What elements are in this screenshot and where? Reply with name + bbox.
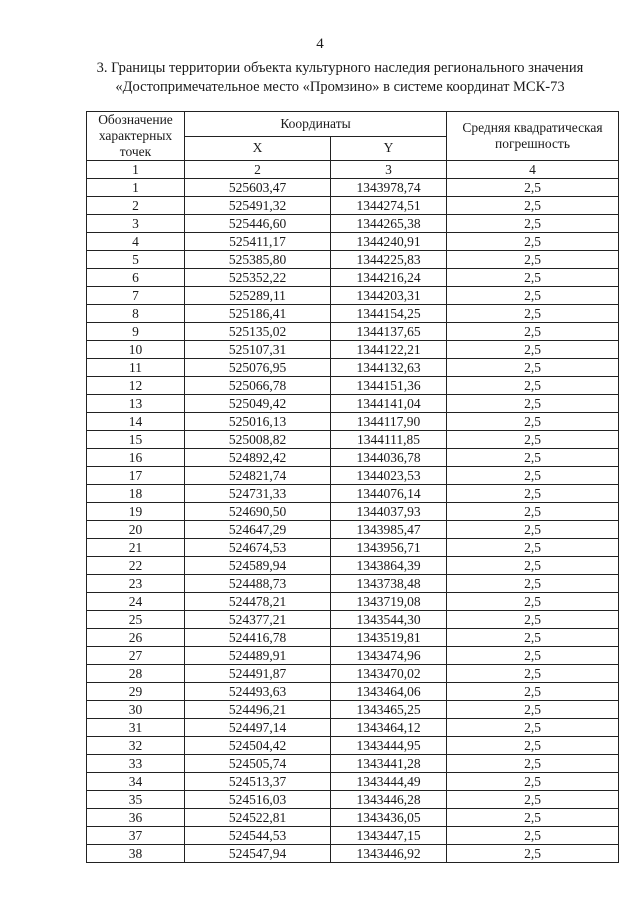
table-row (87, 341, 619, 359)
y-coordinate: 1344132,63 (331, 359, 447, 377)
y-coordinate: 1344023,53 (331, 467, 447, 485)
point-number: 25 (87, 611, 185, 629)
mean-square-error: 2,5 (447, 611, 619, 629)
mean-square-error: 2,5 (447, 287, 619, 305)
y-coordinate: 1343474,96 (331, 647, 447, 665)
point-number: 13 (87, 395, 185, 413)
x-coordinate: 524544,53 (185, 827, 331, 845)
mean-square-error: 2,5 (447, 323, 619, 341)
mean-square-error: 2,5 (447, 737, 619, 755)
point-number: 10 (87, 341, 185, 359)
mean-square-error: 2,5 (447, 377, 619, 395)
mean-square-error: 2,5 (447, 503, 619, 521)
table-row (87, 539, 619, 557)
y-coordinate: 1343738,48 (331, 575, 447, 593)
y-coordinate: 1344036,78 (331, 449, 447, 467)
y-coordinate: 1344076,14 (331, 485, 447, 503)
column-number: 3 (331, 161, 447, 179)
y-coordinate: 1343444,49 (331, 773, 447, 791)
table-row (87, 467, 619, 485)
x-coordinate: 525352,22 (185, 269, 331, 287)
y-coordinate: 1343436,05 (331, 809, 447, 827)
mean-square-error: 2,5 (447, 179, 619, 197)
point-number: 11 (87, 359, 185, 377)
mean-square-error: 2,5 (447, 467, 619, 485)
table-row (87, 701, 619, 719)
mean-square-error: 2,5 (447, 269, 619, 287)
table-row (87, 809, 619, 827)
y-coordinate: 1344203,31 (331, 287, 447, 305)
x-coordinate: 525107,31 (185, 341, 331, 359)
table-row (87, 395, 619, 413)
table-row (87, 791, 619, 809)
table-row (87, 629, 619, 647)
point-number: 27 (87, 647, 185, 665)
y-coordinate: 1344117,90 (331, 413, 447, 431)
point-number: 20 (87, 521, 185, 539)
y-coordinate: 1343465,25 (331, 701, 447, 719)
mean-square-error: 2,5 (447, 629, 619, 647)
x-coordinate: 525491,32 (185, 197, 331, 215)
x-coordinate: 524731,33 (185, 485, 331, 503)
table-row (87, 503, 619, 521)
x-coordinate: 525049,42 (185, 395, 331, 413)
x-coordinate: 524504,42 (185, 737, 331, 755)
mean-square-error: 2,5 (447, 755, 619, 773)
mean-square-error: 2,5 (447, 215, 619, 233)
table-row (87, 431, 619, 449)
x-coordinate: 525603,47 (185, 179, 331, 197)
point-number: 32 (87, 737, 185, 755)
x-coordinate: 524892,42 (185, 449, 331, 467)
point-number: 29 (87, 683, 185, 701)
point-number: 31 (87, 719, 185, 737)
table-row (87, 251, 619, 269)
x-coordinate: 524647,29 (185, 521, 331, 539)
point-number: 38 (87, 845, 185, 863)
point-number: 16 (87, 449, 185, 467)
header-y: Y (331, 136, 447, 161)
y-coordinate: 1343978,74 (331, 179, 447, 197)
x-coordinate: 525289,11 (185, 287, 331, 305)
table-row (87, 323, 619, 341)
table-row (87, 845, 619, 863)
mean-square-error: 2,5 (447, 431, 619, 449)
table-row (87, 179, 619, 197)
x-coordinate: 525411,17 (185, 233, 331, 251)
y-coordinate: 1344111,85 (331, 431, 447, 449)
table-row (87, 773, 619, 791)
x-coordinate: 524516,03 (185, 791, 331, 809)
y-coordinate: 1344216,24 (331, 269, 447, 287)
x-coordinate: 525385,80 (185, 251, 331, 269)
x-coordinate: 524522,81 (185, 809, 331, 827)
point-number: 18 (87, 485, 185, 503)
column-number: 4 (447, 161, 619, 179)
point-number: 6 (87, 269, 185, 287)
mean-square-error: 2,5 (447, 647, 619, 665)
x-coordinate: 525016,13 (185, 413, 331, 431)
column-numbers-row (87, 161, 619, 179)
point-number: 17 (87, 467, 185, 485)
y-coordinate: 1344240,91 (331, 233, 447, 251)
table-body (87, 179, 619, 863)
header-x: X (185, 136, 331, 161)
table-row (87, 719, 619, 737)
point-number: 33 (87, 755, 185, 773)
x-coordinate: 525066,78 (185, 377, 331, 395)
table-row (87, 647, 619, 665)
table-row (87, 359, 619, 377)
y-coordinate: 1343447,15 (331, 827, 447, 845)
x-coordinate: 524491,87 (185, 665, 331, 683)
mean-square-error: 2,5 (447, 791, 619, 809)
x-coordinate: 524488,73 (185, 575, 331, 593)
table-row (87, 233, 619, 251)
point-number: 19 (87, 503, 185, 521)
y-coordinate: 1344274,51 (331, 197, 447, 215)
point-number: 1 (87, 179, 185, 197)
x-coordinate: 524377,21 (185, 611, 331, 629)
point-number: 36 (87, 809, 185, 827)
x-coordinate: 524821,74 (185, 467, 331, 485)
x-coordinate: 524674,53 (185, 539, 331, 557)
column-number: 2 (185, 161, 331, 179)
table-row (87, 449, 619, 467)
y-coordinate: 1343519,81 (331, 629, 447, 647)
mean-square-error: 2,5 (447, 809, 619, 827)
mean-square-error: 2,5 (447, 359, 619, 377)
point-number: 35 (87, 791, 185, 809)
y-coordinate: 1343985,47 (331, 521, 447, 539)
y-coordinate: 1343464,06 (331, 683, 447, 701)
y-coordinate: 1343719,08 (331, 593, 447, 611)
header-points: Обозначение характерных точек (87, 112, 185, 161)
y-coordinate: 1343470,02 (331, 665, 447, 683)
x-coordinate: 524497,14 (185, 719, 331, 737)
y-coordinate: 1343544,30 (331, 611, 447, 629)
x-coordinate: 524547,94 (185, 845, 331, 863)
table-row (87, 197, 619, 215)
table-row (87, 485, 619, 503)
table-row (87, 287, 619, 305)
column-number: 1 (87, 161, 185, 179)
mean-square-error: 2,5 (447, 341, 619, 359)
y-coordinate: 1344141,04 (331, 395, 447, 413)
x-coordinate: 524489,91 (185, 647, 331, 665)
table-row (87, 269, 619, 287)
point-number: 14 (87, 413, 185, 431)
mean-square-error: 2,5 (447, 701, 619, 719)
point-number: 12 (87, 377, 185, 395)
table-row (87, 737, 619, 755)
mean-square-error: 2,5 (447, 683, 619, 701)
mean-square-error: 2,5 (447, 773, 619, 791)
mean-square-error: 2,5 (447, 665, 619, 683)
point-number: 26 (87, 629, 185, 647)
point-number: 7 (87, 287, 185, 305)
point-number: 37 (87, 827, 185, 845)
x-coordinate: 525446,60 (185, 215, 331, 233)
point-number: 4 (87, 233, 185, 251)
point-number: 8 (87, 305, 185, 323)
table-row (87, 215, 619, 233)
mean-square-error: 2,5 (447, 413, 619, 431)
y-coordinate: 1344265,38 (331, 215, 447, 233)
x-coordinate: 525008,82 (185, 431, 331, 449)
point-number: 34 (87, 773, 185, 791)
y-coordinate: 1343446,28 (331, 791, 447, 809)
mean-square-error: 2,5 (447, 521, 619, 539)
mean-square-error: 2,5 (447, 719, 619, 737)
coordinates-table (86, 111, 619, 863)
x-coordinate: 525135,02 (185, 323, 331, 341)
point-number: 28 (87, 665, 185, 683)
x-coordinate: 524496,21 (185, 701, 331, 719)
heading-line-2: «Достопримечательное место «Промзино» в системе координат МСК-73 (115, 79, 565, 95)
x-coordinate: 524478,21 (185, 593, 331, 611)
table-row (87, 413, 619, 431)
point-number: 15 (87, 431, 185, 449)
mean-square-error: 2,5 (447, 449, 619, 467)
point-number: 3 (87, 215, 185, 233)
table-row (87, 305, 619, 323)
x-coordinate: 524513,37 (185, 773, 331, 791)
heading-line-1: 3. Границы территории объекта культурного наследия регионального значения (96, 60, 584, 76)
mean-square-error: 2,5 (447, 197, 619, 215)
x-coordinate: 524589,94 (185, 557, 331, 575)
mean-square-error: 2,5 (447, 233, 619, 251)
y-coordinate: 1343444,95 (331, 737, 447, 755)
x-coordinate: 525076,95 (185, 359, 331, 377)
x-coordinate: 524690,50 (185, 503, 331, 521)
table-row (87, 611, 619, 629)
y-coordinate: 1344225,83 (331, 251, 447, 269)
page-number: 4 (316, 36, 324, 52)
y-coordinate: 1343956,71 (331, 539, 447, 557)
table-row (87, 377, 619, 395)
x-coordinate: 525186,41 (185, 305, 331, 323)
point-number: 5 (87, 251, 185, 269)
y-coordinate: 1343446,92 (331, 845, 447, 863)
mean-square-error: 2,5 (447, 845, 619, 863)
point-number: 2 (87, 197, 185, 215)
x-coordinate: 524505,74 (185, 755, 331, 773)
mean-square-error: 2,5 (447, 305, 619, 323)
table-row (87, 827, 619, 845)
y-coordinate: 1344151,36 (331, 377, 447, 395)
table-row (87, 575, 619, 593)
point-number: 23 (87, 575, 185, 593)
table-row (87, 755, 619, 773)
header-coordinates: Координаты (185, 112, 447, 137)
mean-square-error: 2,5 (447, 557, 619, 575)
table-row (87, 665, 619, 683)
point-number: 21 (87, 539, 185, 557)
y-coordinate: 1344037,93 (331, 503, 447, 521)
y-coordinate: 1343441,28 (331, 755, 447, 773)
point-number: 9 (87, 323, 185, 341)
table-row (87, 557, 619, 575)
table-row (87, 521, 619, 539)
mean-square-error: 2,5 (447, 251, 619, 269)
y-coordinate: 1344122,21 (331, 341, 447, 359)
x-coordinate: 524493,63 (185, 683, 331, 701)
mean-square-error: 2,5 (447, 827, 619, 845)
y-coordinate: 1343864,39 (331, 557, 447, 575)
mean-square-error: 2,5 (447, 575, 619, 593)
table-row (87, 593, 619, 611)
y-coordinate: 1344137,65 (331, 323, 447, 341)
point-number: 30 (87, 701, 185, 719)
mean-square-error: 2,5 (447, 593, 619, 611)
point-number: 22 (87, 557, 185, 575)
y-coordinate: 1344154,25 (331, 305, 447, 323)
header-error: Средняя квадратическая погрешность (447, 112, 619, 161)
mean-square-error: 2,5 (447, 485, 619, 503)
table-row (87, 683, 619, 701)
x-coordinate: 524416,78 (185, 629, 331, 647)
y-coordinate: 1343464,12 (331, 719, 447, 737)
mean-square-error: 2,5 (447, 395, 619, 413)
section-heading (60, 59, 620, 97)
mean-square-error: 2,5 (447, 539, 619, 557)
point-number: 24 (87, 593, 185, 611)
